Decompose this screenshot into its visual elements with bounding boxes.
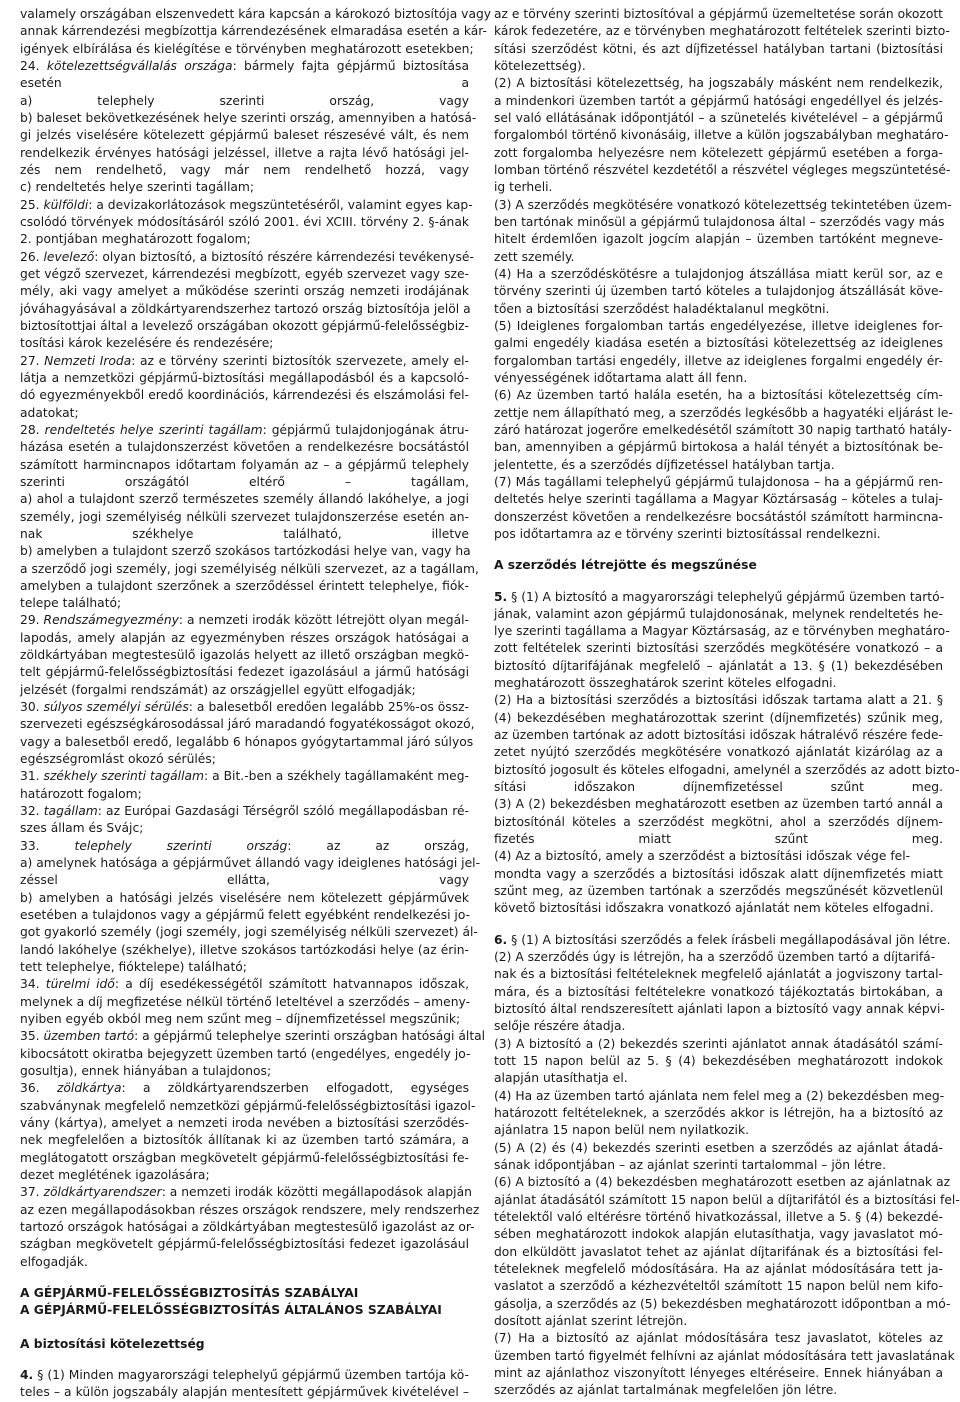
definition-36-number: 36.: [20, 1081, 40, 1096]
section-4-line: galmi engedély kiadása esetén a biztosítási kötelezettség az ideiglenes: [494, 336, 943, 351]
section-4-line: károk fedezetére, az e törvényben meghatározott feltételek szerinti bizto-: [494, 24, 950, 39]
section-4-line: zott forgalomba helyezésre nem kötelezett gépjármű esetében a forga-: [494, 145, 943, 160]
chapter-heading: A GÉPJÁRMŰ-FELELŐSSÉGBIZTOSÍTÁS SZABÁLYAI: [20, 1285, 359, 1300]
section-5-first-line: [494, 589, 943, 606]
definition-29-line: zöldkártyában megtestesülő igazolás helyett az illető országban megkö-: [20, 648, 469, 663]
section-6-line: nak és a biztosítási feltételeknek megfelelő ajánlatát a jogviszony tartal-: [494, 967, 943, 982]
definition-24-line: b) baleset bekövetkezésének helye szerinti ország, amennyiben a hatósá-: [20, 110, 477, 125]
section-5-line: zott feltételek szerinti biztosítási szerződés megkötésére vonatkozó – a: [494, 641, 943, 656]
section-4-line: kötelezettség).: [494, 58, 586, 73]
section-6-line: don elküldött javaslatot tehet az ajánlat díjtarifának és a biztosítási fel-: [494, 1244, 943, 1259]
definition-28-first-line: [20, 422, 469, 439]
definition-36-term: zöldkártya: [56, 1081, 122, 1096]
section-4-line: az e törvény szerinti biztosítóval a gépjármű üzemeltetése során okozott: [494, 7, 943, 21]
definition-30-first-line: [20, 699, 469, 716]
definition-33-line: b) amelyben a hatósági jelzés viselésére nem kötelezett gépjárművek: [20, 890, 469, 905]
definition-32-term: tagállam: [43, 804, 98, 819]
section-6-line: mint az ajánlathoz viszonyított lényeges eltéréseire. Ennek hiányában a: [494, 1365, 943, 1380]
definition-26-line: biztosítottjai által a levelező országában okozott gépjármű-felelősségbiz-: [20, 318, 469, 333]
section-6-line: sának időpontjában – az ajánlat szerinti tartalommal – jön létre.: [494, 1158, 887, 1172]
definition-24-text: : bármely fajta gépjármű biztosítása: [232, 58, 469, 73]
section-4-line: (2) A biztosítási kötelezettség, ha jogszabály másként nem rendelkezik,: [494, 76, 943, 91]
section-4-line: sel való ellátásának időpontjától – a szünetelés kivételével – a gépjármű: [494, 110, 943, 125]
definition-28-line: házása esetén a tulajdonszerzést követően a rendelkezésre bocsátástól: [20, 440, 469, 455]
definition-37-first-line: [20, 1184, 472, 1201]
definition-35-text: : a gépjármű telephelye szerinti országban hatósági által: [134, 1029, 486, 1044]
spacer: [494, 918, 943, 932]
section-5-number: 5.: [494, 589, 508, 604]
definition-35-line: kibocsátott okiratba bejegyzett üzemben tartó (engedélyes, engedély jo-: [20, 1046, 471, 1061]
definition-36-line: dezet meglétének igazolására;: [20, 1167, 210, 1182]
right-column: [494, 6, 960, 1400]
section-6-line: (3) A biztosító a (2) bekezdés szerinti ajánlatot annak átadásától számí-: [494, 1036, 943, 1051]
section-4-line: forgalomban tartási engedély, illetve az ideiglenes forgalmi engedély ér-: [494, 353, 943, 368]
section-5-text: § (1) A biztosító a magyarországi telephelyű gépjármű üzemben tartó-: [507, 589, 945, 604]
definition-24-line: zés nem rendelhető, vagy már nem rendelhető hozzá, vagy: [20, 162, 469, 177]
definition-24-line: a) telephely szerinti ország, vagy: [20, 93, 469, 108]
definition-33-line: tett telephelye, fióktelepe) található;: [20, 960, 247, 975]
section-4-line: (4) Ha a szerződéskötésre a tulajdonjog átszállása miatt kerül sor, az e: [494, 266, 943, 281]
definition-23-line: annak kárrendezési megbízottja kárrendezésének elmaradása esetén a kár-: [20, 24, 487, 39]
definition-28-line: számított harmincnapos időtartam folyamán az – a gépjármű telephely: [20, 457, 469, 472]
definition-23-line: igények elbírálása és kielégítése e törvényben meghatározott esetekben;: [20, 41, 474, 56]
section-6-line: vaslatot a szerződő a kézhezvételtől számított 15 napon belül nem kifo-: [494, 1279, 943, 1294]
definition-29-line: lapodás, amely alapján az egyezményben részes országok hatóságai a: [20, 630, 469, 645]
section-4-text: § (1) Minden magyarországi telephelyű gépjármű üzemben tartója kö-: [33, 1367, 469, 1382]
section-6-line: szerződés az ajánlat tartalmának megfelelően jön létre.: [494, 1383, 838, 1398]
definition-29-line: telt gépjármű-felelősségbiztosítási fedezet igazolásául a jármű hatósági: [20, 665, 469, 680]
section-6-line: (2) A szerződés úgy is létrejön, ha a szerződő üzemben tartó a díjtarifá-: [494, 950, 936, 965]
section-6-line: alapján utasíthatja el.: [494, 1071, 628, 1086]
definition-34-term: türelmi idő: [45, 977, 115, 992]
section-6-line: selője részére átadja.: [494, 1019, 626, 1034]
spacer: [20, 1271, 469, 1285]
spacer: [20, 1353, 469, 1367]
definition-26-first-line: [20, 249, 474, 266]
section-6-line: tételektől való eltérésre történő hivatkozással, illetve a 5. § (4) bekezdé-: [494, 1209, 943, 1224]
definition-27-term: Nemzeti Iroda: [44, 353, 132, 368]
definition-28-line: b) amelyben a tulajdont szerző szokásos tartózkodási helye van, vagy ha: [20, 544, 471, 559]
section-4-number: 4.: [20, 1367, 34, 1382]
section-4-line: deltetés helye szerinti tagállama a Magyar Köztársaság – köteles a tulaj-: [494, 492, 943, 507]
definition-28-line: személy, jogi személyiség nélküli szervezet tulajdonszerzése esetén an-: [20, 509, 469, 524]
section-4-line: donszerzést követően a rendelkezésre bocsátástól számított harmincna-: [494, 509, 943, 524]
definition-29-first-line: [20, 612, 469, 629]
definition-28-term: rendeltetés helye szerinti tagállam: [44, 422, 263, 437]
definition-27-line: látja a nemzetközi gépjármű-biztosítási megállapodásból és a kapcsoló-: [20, 370, 469, 385]
definition-28-number: 28.: [20, 422, 40, 437]
definition-34-first-line: [20, 976, 469, 993]
section-5-line: az üzemben tartónak az adott biztosítási időszak hátralévő részére fede-: [494, 728, 943, 743]
definition-27-first-line: [20, 353, 469, 370]
section-5-line: lye szerinti tagállama a Magyar Köztársaság, az e törvényben meghatáro-: [494, 624, 950, 639]
definition-30-number: 30.: [20, 700, 40, 715]
definition-33-term: telephely szerinti ország: [74, 838, 288, 853]
definition-28-line: a) ahol a tulajdont szerző természetes személy állandó lakóhelye, a jogi: [20, 492, 469, 507]
definition-31-text: : a Bit.-ben a székhely tagállamaként meg-: [204, 769, 469, 784]
definition-26-line: tosítási károk kezelésére és rendezésére;: [20, 336, 274, 351]
definition-36-first-line: [20, 1080, 469, 1097]
section-5-line: meghatározott összeghatárok szerint köteles elfogadni.: [494, 676, 837, 691]
definition-34-text: : a díj esedékességétől számított hatvannapos időszak,: [114, 977, 469, 992]
section-5-line: (4) Az a biztosító, amely a szerződést a biztosítási időszak vége fel-: [494, 849, 911, 864]
section-6-line: határozott feltételeknek, a szerződés akkor is létrejön, ha a biztosító az: [494, 1106, 943, 1121]
definition-31-term: székhely szerinti tagállam: [43, 769, 205, 784]
definition-37-line: az ezen megállapodásokban részes országok rendszere, mely rendszerhez: [20, 1202, 480, 1217]
section-6-text: § (1) A biztosítási szerződés a felek írásbeli megállapodásával jön létre.: [507, 932, 951, 947]
definition-33-line: esetében a tulajdonos vagy a gépjármű felett egyébként rendelkezési jo-: [20, 908, 471, 923]
definition-24-line: rendelkezik érvényes hatósági jelzéssel, illetve a rajta lévő hatósági jel-: [20, 145, 469, 160]
definition-37-line: szágban megkövetelt gépjármű-felelősségbiztosítási fedezet igazolásául: [20, 1237, 469, 1252]
section-4-line: (7) Más tagállami telephelyű gépjármű tulajdonosa – ha a gépjármű ren-: [494, 474, 943, 489]
section-4-line: teles – a külön jogszabály alapján mentesített gépjárművek kivételével –: [20, 1385, 469, 1400]
definition-30-line: szervezeti egészségkárosodással járó maradandó fogyatékosságot okozó,: [20, 717, 475, 732]
section-4-line: jelentette, és a szerződés díjfizetéssel hatályban tartja.: [494, 457, 835, 472]
definition-26-term: levelező: [43, 249, 95, 264]
section-heading-contract-formation: A szerződés létrejötte és megszűnése: [494, 558, 757, 573]
section-6-line: tott 15 napon belül az 5. § (4) bekezdésében meghatározott indokok: [494, 1054, 943, 1069]
definition-34-line: melynek a díj megfizetése nélkül történő leteltével a szerződés – ameny-: [20, 994, 471, 1009]
definition-24-number: 24.: [20, 58, 40, 73]
section-5-line: jának, valamint azon gépjármű tulajdonosának, melynek rendeltetés he-: [494, 606, 943, 621]
definition-25-line: csolódó törvények módosításáról szóló 2001. évi XCIII. törvény 2. §-ának: [20, 214, 469, 229]
section-6-line: (6) A biztosító a (4) bekezdésben meghatározott esetben az ajánlatnak az: [494, 1175, 951, 1190]
definition-30-line: vagy a balesetből eredő, legalább 6 hónapos gyógytartammal járó súlyos: [20, 734, 474, 749]
section-4-line: hitelt érdemlően igazolt jogcím alapján – üzemben tartóként megneve-: [494, 232, 943, 247]
definition-33-number: 33.: [20, 838, 40, 853]
section-4-line: vényességének időtartama alatt áll fenn.: [494, 370, 748, 385]
section-4-line: zett személy.: [494, 249, 575, 264]
definition-26-text: : olyan biztosító, a biztosító részére kárrendezési tevékenysé-: [94, 249, 474, 264]
definition-24-first-line: [20, 58, 469, 75]
definition-36-line: nek megfelelően a biztosítók állítanak ki az üzemben tartó számára, a: [20, 1133, 469, 1148]
definition-36-text: : a zöldkártyarendszerben elfogadott, egységes: [121, 1081, 469, 1096]
definition-27-text: : az e törvény szerinti biztosítók szervezete, amely el-: [131, 353, 469, 368]
section-5-line: (4) bekezdésében meghatározottak szerint (díjnemfizetés) szűnik meg,: [494, 710, 943, 725]
definition-25-first-line: [20, 197, 473, 214]
definition-29-text: : a nemzeti irodák között létrejött olyan megál-: [178, 613, 469, 628]
definition-25-number: 25.: [20, 197, 40, 212]
definition-37-text: : a nemzeti irodák közötti megállapodások alapján: [161, 1185, 472, 1200]
definition-35-term: üzemben tartó: [43, 1029, 135, 1044]
definition-30-line: egészségromlást okozó sérülés;: [20, 752, 216, 767]
section-5-line: mondta vagy a szerződés a biztosítási időszak alatt díjnemfizetés miatt: [494, 866, 943, 881]
section-4-line: pos időtartamra az e törvény szerinti biztosítással rendelkezni.: [494, 526, 881, 541]
section-4-line: ban, amennyiben a gépjármű birtokosa a halál tényét a biztosítónak be-: [494, 440, 943, 455]
definition-33-line: got gyakorló személy (jogi személy, jogi személyiség nélküli szervezet) ál-: [20, 925, 478, 940]
definition-27-line: dó egyezményekből eredő koordinációs, kárrendezési és elszámolási fel-: [20, 388, 469, 403]
section-6-line: sében meghatározott indokok alapján elutasíthatja, vagy javaslatot mó-: [494, 1227, 943, 1242]
definition-29-number: 29.: [20, 613, 40, 628]
definition-28-text: : gépjármű tulajdonjogának átru-: [262, 422, 469, 437]
section-5-line: sítási időszakon díjnemfizetéssel szűnt meg.: [494, 780, 943, 795]
section-6-line: (4) Ha az üzemben tartó ajánlata nem felel meg a (2) bekezdésben meg-: [494, 1088, 945, 1103]
section-5-line: biztosítónál köteles a szerződést megkötni, ahol a szerződés díjnem-: [494, 814, 943, 829]
definition-25-line: 2. pontjában meghatározott fogalom;: [20, 232, 251, 247]
definition-28-line: amelyben a tulajdont szerzőnek a szerződéssel érintett telephelye, fiók-: [20, 578, 469, 593]
section-4-line: a mindenkori üzemben tartót a gépjármű hatósági engedéllyel és jelzés-: [494, 93, 943, 108]
section-6-line: gásolja, a szerződés az (5) bekezdésben meghatározott időpontban a mó-: [494, 1296, 951, 1311]
spacer: [20, 1320, 469, 1336]
definition-32-number: 32.: [20, 804, 40, 819]
definition-33-line: a) amelynek hatósága a gépjárművet állandó vagy ideiglenes hatósági jel-: [20, 856, 481, 871]
definition-28-line: a szerződő jogi személy, jogi személyiség nélküli szervezet, az a tagállam,: [20, 561, 479, 576]
section-6-line: mára, és a biztosítási feltételekre vonatkozó tájékoztatás birtokában, a: [494, 984, 943, 999]
definition-25-text: : a devizakorlátozások megszüntetéséről, valamint egyes kap-: [88, 197, 473, 212]
section-6-first-line: [494, 932, 951, 949]
section-4-line: sítási szerződést kötni, és azt díjfizetéssel hatályban tartani (biztosítási: [494, 41, 943, 56]
section-5-line: (3) A (2) bekezdésben meghatározott esetben az üzemben tartó annál a: [494, 797, 943, 812]
definition-35-first-line: [20, 1028, 486, 1045]
definition-27-number: 27.: [20, 353, 40, 368]
definition-28-line: nak székhelye található, illetve: [20, 526, 469, 541]
definition-35-line: gosultja), ennek hiányában a tulajdonos;: [20, 1064, 272, 1079]
definition-30-term: súlyos személyi sérülés: [43, 700, 189, 715]
definition-26-line: get végző szervezet, kárrendezési megbízott, egyéb szervezet vagy sze-: [20, 266, 469, 281]
definition-36-line: meglátogatott országban megkövetelt gépjármű-felelősségbiztosítási fe-: [20, 1150, 469, 1165]
definition-32-first-line: [20, 803, 469, 820]
definition-34-number: 34.: [20, 977, 40, 992]
definition-33-line: landó lakóhelye (székhelye), illetve szokásos tartózkodási helye (az érin-: [20, 942, 469, 957]
section-4-line: tően a biztosítási szerződést haladéktalanul megkötni.: [494, 301, 830, 316]
definition-31-line: határozott fogalom;: [20, 786, 142, 801]
definition-33-first-line: [20, 838, 469, 855]
section-6-line: (5) A (2) és (4) bekezdés szerinti esetben a szerződés az ajánlat átadá-: [494, 1140, 943, 1155]
section-4-line: ig terheli.: [494, 180, 553, 195]
section-4-line: forgalomból történő kivonásáig, illetve a külön jogszabályban meghatáro-: [494, 128, 949, 143]
section-heading-insurance-obligation: A biztosítási kötelezettség: [20, 1336, 205, 1351]
section-6-line: dosított ajánlat szerint létrejön.: [494, 1313, 688, 1328]
definition-24-line: esetén a: [20, 76, 469, 91]
section-4-first-line: [20, 1367, 469, 1384]
section-5-line: (2) Ha a biztosítási szerződés a biztosítási időszak tartama alatt a 21. §: [494, 693, 943, 708]
section-5-line: biztosító jogosult és köteles elfogadni, amelynél a szerződés az adott bizto-: [494, 762, 960, 777]
section-6-line: ajánlat átadásától számított 15 napon belül a díjtarifától és a biztosítási fel-: [494, 1192, 960, 1207]
definition-37-line: tartozó országok hatóságai a zöldkártyában megtestesülő igazolást az or-: [20, 1219, 475, 1234]
section-5-line: szűnt meg, az üzemben tartónak a szerződés megszűnését közvetlenül: [494, 884, 943, 899]
definition-32-text: : az Európai Gazdasági Térségről szóló megállapodásban ré-: [97, 804, 469, 819]
section-5-line: zetet nyújtó szerződés megkötésére vonatkozó ajánlatát kizárólag az a: [494, 745, 943, 760]
definition-37-term: zöldkártyarendszer: [43, 1185, 162, 1200]
definition-34-line: nyiben egyéb okból meg nem szűnt meg – díjnemfizetéssel megszűnik;: [20, 1012, 461, 1027]
definition-37-line: elfogadják.: [20, 1254, 88, 1269]
section-4-line: (5) Ideiglenes forgalomban tartás engedélyezése, illetve ideiglenes for-: [494, 318, 943, 333]
definition-33-text: : az az ország,: [287, 838, 469, 853]
section-4-line: zettje nem állapítható meg, a szerződés legkésőbb a hagyatéki eljárást le-: [494, 405, 953, 420]
definition-24-line: c) rendeltetés helye szerinti tagállam;: [20, 180, 255, 195]
definition-24-term: kötelezettségvállalás országa: [46, 58, 233, 73]
left-column: [20, 6, 492, 1402]
spacer: [494, 575, 943, 589]
definition-23-line: valamely országában elszenvedett kára kapcsán a károkozó biztosítója vagy: [20, 7, 492, 21]
section-5-line: biztosító díjtarifájának megfelelő – ajánlatát a 13. § (1) bekezdésében: [494, 658, 943, 673]
definition-24-line: gi jelzés viselésére kötelezett gépjármű baleset részesévé vált, és nem: [20, 128, 469, 143]
definition-30-text: : a balesetből eredően legalább 25%-os össz-: [188, 700, 469, 715]
section-6-line: biztosító által rendszeresített ajánlati lapon a biztosító vagy annak képvi-: [494, 1002, 945, 1017]
definition-35-number: 35.: [20, 1029, 40, 1044]
definition-26-line: mély, aki vagy amelyet a működése szerinti ország nemzeti irodájának: [20, 284, 469, 299]
section-4-line: lomban történő részvétel kezdetétől a részvétel végleges megszüntetésé-: [494, 162, 951, 177]
definition-31-first-line: [20, 768, 469, 785]
spacer: [494, 543, 943, 557]
definition-36-line: szabványnak megfelelő nemzetközi gépjármű-felelősségbiztosítási igazol-: [20, 1098, 476, 1113]
section-4-line: törvény szerinti új üzemben tartó köteles a tulajdonjog átszállását köve-: [494, 284, 943, 299]
section-6-line: tételeknek megfelelő módosítására. Ha az ajánlat módosítására tett ja-: [494, 1261, 943, 1276]
definition-36-line: vány (kártya), amelyet a nemzeti iroda nevében a biztosítási szerződés-: [20, 1116, 469, 1130]
section-6-line: ajánlatra 15 napon belül nem nyilatkozik.: [494, 1123, 749, 1138]
definition-37-number: 37.: [20, 1185, 40, 1200]
section-5-line: fizetés miatt szűnt meg.: [494, 832, 943, 847]
definition-33-line: zéssel ellátta, vagy: [20, 873, 469, 888]
section-4-line: ben tartónak minősül a gépjármű tulajdonosa által – szerződés vagy más: [494, 214, 945, 229]
section-5-line: követő biztosítási időszakra vonatkozó ajánlatát nem köteles elfogadni.: [494, 901, 934, 916]
section-6-number: 6.: [494, 932, 508, 947]
section-6-line: (7) Ha a biztosító az ajánlat módosítására tesz javaslatot, köteles az: [494, 1331, 943, 1346]
section-4-line: (6) Az üzemben tartó halála esetén, ha a biztosítási kötelezettség cím-: [494, 388, 943, 403]
section-6-line: üzemben tartó figyelmét felhívni az ajánlat módosítására tett javaslatának: [494, 1348, 955, 1363]
definition-29-line: jelzését (forgalmi rendszámát) az országjellel együtt elfogadják;: [20, 682, 416, 697]
definition-26-number: 26.: [20, 249, 40, 264]
definition-27-line: adatokat;: [20, 405, 79, 420]
definition-25-term: külföldi: [43, 197, 89, 212]
section-4-line: (3) A szerződés megkötésére vonatkozó kötelezettség tekintetében üzem-: [494, 197, 952, 212]
chapter-subheading: A GÉPJÁRMŰ-FELELŐSSÉGBIZTOSÍTÁS ÁLTALÁNOS SZABÁLYAI: [20, 1303, 442, 1318]
definition-29-term: Rendszámegyezmény: [43, 613, 179, 628]
definition-28-line: szerinti országától eltérő – tagállam,: [20, 474, 469, 489]
definition-32-line: szes állam és Svájc;: [20, 821, 144, 836]
definition-28-line: telepe található;: [20, 596, 122, 611]
definition-31-number: 31.: [20, 769, 40, 784]
section-4-line: záró határozat jogerőre emelkedésétől számított 30 napig tartható hatály-: [494, 422, 952, 437]
definition-26-line: jóváhagyásával a zöldkártyarendszerhez tartozó ország biztosítója jelöl a: [20, 301, 471, 316]
